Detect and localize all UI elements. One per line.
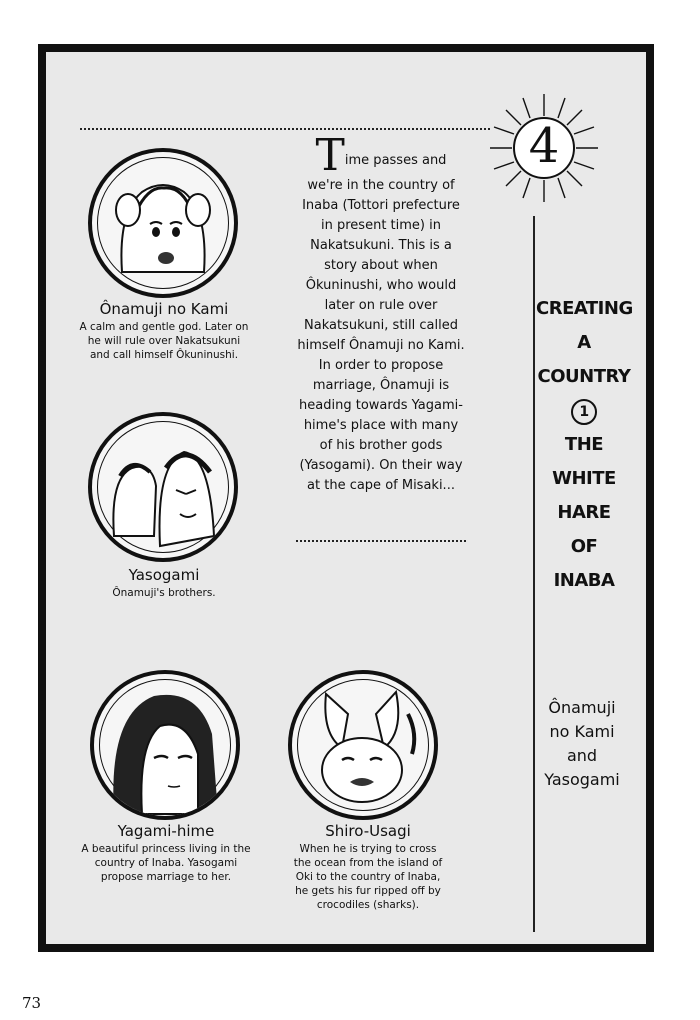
page-number: 73 bbox=[22, 994, 42, 1012]
title-line: CREATING bbox=[536, 298, 633, 319]
character-name: Ônamuji no Kami bbox=[99, 300, 229, 318]
top-dotted-divider bbox=[80, 128, 490, 130]
shiro-usagi-portrait bbox=[288, 670, 438, 820]
title-line: HARE bbox=[557, 502, 611, 523]
yagami-hime-portrait bbox=[90, 670, 240, 820]
yasogami-faces-illustration bbox=[92, 416, 234, 558]
intro-text bbox=[296, 130, 466, 496]
title-part-number: 1 bbox=[571, 399, 597, 425]
character-description: Ônamuji's brothers. bbox=[112, 587, 216, 599]
character-name: Yagami-hime bbox=[117, 822, 215, 840]
character-name: Yasogami bbox=[128, 566, 200, 584]
onamuji-portrait bbox=[88, 148, 238, 298]
title-line: A bbox=[577, 332, 591, 353]
chapter-title bbox=[536, 292, 632, 598]
character-description: A calm and gentle god. Later on he will rule over Nakatsukuni and call himself Ôkuninushi. bbox=[79, 321, 249, 361]
title-line: OF bbox=[570, 536, 598, 557]
subtitle-line: Ônamuji bbox=[548, 698, 616, 717]
chapter-subtitle bbox=[532, 696, 632, 792]
character-description: A beautiful princess living in the country of Inaba. Yasogami propose marriage to her. bbox=[81, 843, 251, 883]
character-name: Shiro-Usagi bbox=[325, 822, 411, 840]
intro-body: ime passes and we're in the country of Inaba (Tottori prefecture in present time) in Nakatsukuni. This is a story about when Ôkuninushi, who would later on rule over Nakatsukuni, still called himself Ônamuji no Kami. In order to propose marriage, Ônamuji is heading towards Yagami-hime's place with many of his brother gods (Yasogami). On their way at the cape of Misaki... bbox=[297, 153, 465, 493]
intro-dotted-divider bbox=[296, 540, 466, 542]
intro-drop-cap: T bbox=[315, 130, 345, 181]
white-hare-illustration bbox=[292, 674, 434, 816]
subtitle-line: Yasogami bbox=[544, 770, 620, 789]
title-line: THE bbox=[564, 434, 604, 455]
title-line: COUNTRY bbox=[537, 366, 631, 387]
title-line: INABA bbox=[553, 570, 615, 591]
chapter-number: 4 bbox=[528, 118, 560, 174]
yasogami-portrait bbox=[88, 412, 238, 562]
title-line: WHITE bbox=[552, 468, 616, 489]
subtitle-line: no Kami bbox=[549, 722, 615, 741]
vertical-divider bbox=[533, 216, 535, 932]
onamuji-face-illustration bbox=[92, 152, 234, 294]
character-description: When he is trying to cross the ocean from the island of Oki to the country of Inaba, he gets his fur ripped off by crocodiles (sharks). bbox=[293, 843, 443, 911]
yagami-hime-face-illustration bbox=[94, 674, 236, 816]
subtitle-line: and bbox=[566, 746, 598, 765]
